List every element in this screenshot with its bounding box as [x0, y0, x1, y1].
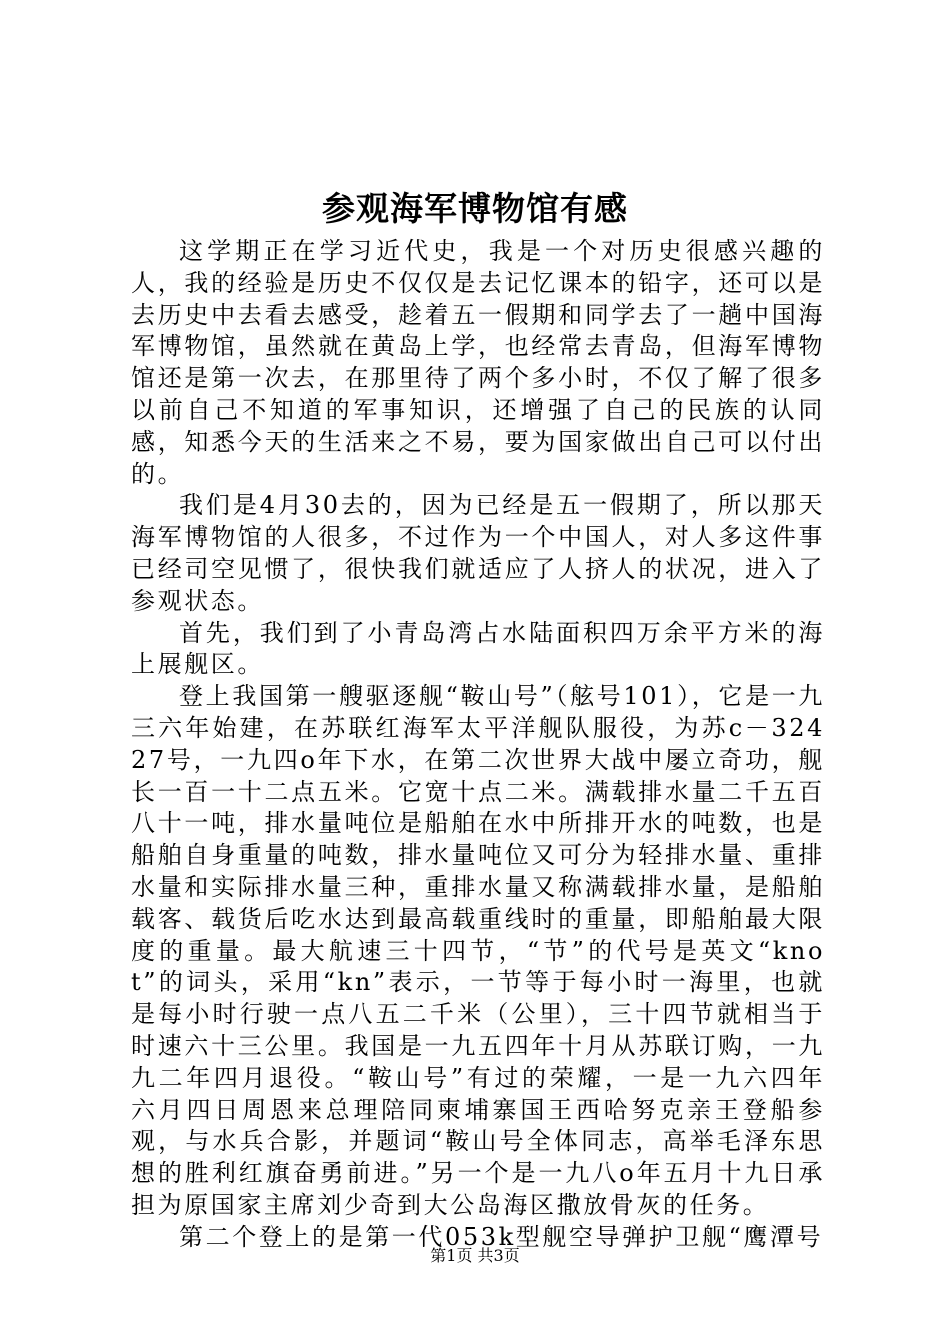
paragraph-intro: 这学期正在学习近代史，我是一个对历史很感兴趣的人，我的经验是历史不仅仅是去记忆课本的铅字，还可以是去历史中去看去感受，趁着五一假期和同学去了一趟中国海军博物馆，虽然就在黄岛上学，也经常去青岛，但海军博物馆还是第一次去，在那里待了两个多小时，不仅了解了很多以前自己不知道的军事知识，还增强了自己的民族的认同感，知悉今天的生活来之不易，要为国家做出自己可以付出的。 [131, 237, 825, 488]
paragraph-exhibition-area: 首先，我们到了小青岛湾占水陆面积四万余平方米的海上展舰区。 [131, 618, 825, 679]
document-title: 参观海军博物馆有感 [322, 189, 628, 228]
document-body [131, 236, 825, 1254]
paragraph-yingtan-frigate: 第二个登上的是第一代053k型舰空导弹护卫舰“鹰潭号 [179, 1222, 824, 1251]
paragraph-anshan-destroyer: 登上我国第一艘驱逐舰“鞍山号”（舷号101），它是一九三六年始建，在苏联红海军太平洋舰队服役，为苏c－32427号，一九四o年下水，在第二次世界大战中屡立奇功，舰长一百一十二点五米。它宽十点二米。满载排水量二千五百八十一吨，排水量吨位是船舶在水中所排开水的吨数，也是船舶自身重量的吨数，排水量吨位又可分为轻排水量、重排水量和实际排水量三种，重排水量又称满载排水量，是船舶载客、载货后吃水达到最高载重线时的重量，即船舶最大限度的重量。最大航速三十四节，“节”的代号是英文“knot”的词头，采用“kn”表示，一节等于每小时一海里，也就是每小时行驶一点八五二千米（公里），三十四节就相当于时速六十三公里。我国是一九五四年十月从苏联订购，一九九二年四月退役。“鞍山号”有过的荣耀，一是一九六四年六月四日周恩来总理陪同柬埔寨国王西哈努克亲王登船参观，与水兵合影，并题词“鞍山号全体同志，高举毛泽东思想的胜利红旗奋勇前进。”另一个是一九八o年五月十九日承担为原国家主席刘少奇到大公岛海区撒放骨灰的任务。 [131, 682, 825, 1219]
page-number-footer: 第1页 共3页 [430, 1246, 520, 1265]
paragraph-visit-date: 我们是4月30去的，因为已经是五一假期了，所以那天海军博物馆的人很多，不过作为一个中国人，对人多这件事已经司空见惯了，很快我们就适应了人挤人的状况，进入了参观状态。 [131, 491, 825, 615]
